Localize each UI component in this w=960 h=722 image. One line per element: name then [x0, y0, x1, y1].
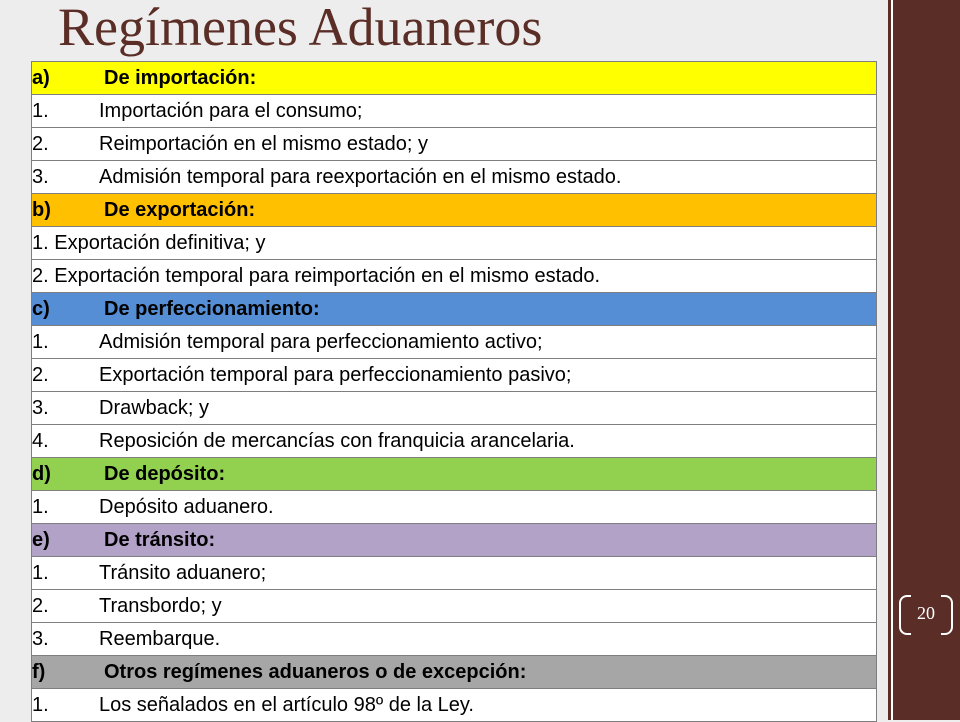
category-letter: b) — [32, 199, 51, 221]
item-text: Exportación temporal para perfeccionamiento pasivo; — [99, 364, 572, 386]
category-row — [32, 194, 877, 227]
regime-item — [32, 227, 877, 260]
regime-item — [32, 260, 877, 293]
category-letter: c) — [32, 298, 50, 320]
item-row — [32, 161, 877, 194]
category-header — [32, 194, 877, 227]
page-number-badge — [899, 591, 953, 635]
item-row — [32, 623, 877, 656]
item-row — [32, 227, 877, 260]
page-title: Regímenes Aduaneros — [58, 0, 543, 57]
category-header — [32, 524, 877, 557]
item-number: 2. — [32, 133, 49, 155]
item-row — [32, 392, 877, 425]
regimes-table — [31, 61, 877, 722]
item-row — [32, 128, 877, 161]
category-letter: a) — [32, 67, 50, 89]
category-letter: f) — [32, 661, 46, 683]
item-number: 3. — [32, 166, 49, 188]
category-row — [32, 524, 877, 557]
right-bracket-icon — [941, 595, 953, 635]
item-text: Tránsito aduanero; — [99, 562, 267, 584]
page-number: 20 — [917, 602, 935, 623]
item-number: 1. — [32, 694, 49, 716]
category-label: De exportación: — [104, 199, 256, 221]
item-row — [32, 260, 877, 293]
regime-item — [32, 689, 877, 722]
author-footer: Mag. Javier Oyarse — [908, 388, 922, 482]
category-header — [32, 656, 877, 689]
regime-item — [32, 425, 877, 458]
item-row — [32, 326, 877, 359]
category-header — [32, 458, 877, 491]
item-row — [32, 359, 877, 392]
item-number: 1. — [32, 331, 49, 353]
item-text: Admisión temporal para perfeccionamiento activo; — [99, 331, 543, 353]
item-text: Exportación definitiva; y — [54, 232, 266, 254]
item-number: 3. — [32, 397, 49, 419]
item-text: Reimportación en el mismo estado; y — [99, 133, 429, 155]
regime-item — [32, 557, 877, 590]
regime-item — [32, 359, 877, 392]
item-number: 2. — [32, 364, 49, 386]
category-label: Otros regímenes aduaneros o de excepción: — [104, 661, 527, 683]
item-row — [32, 689, 877, 722]
item-text: Importación para el consumo; — [99, 100, 363, 122]
item-text: Los señalados en el artículo 98º de la Ley. — [99, 694, 474, 716]
item-text: Drawback; y — [99, 397, 210, 419]
regime-item — [32, 161, 877, 194]
category-header — [32, 62, 877, 95]
item-row — [32, 425, 877, 458]
category-label: De depósito: — [104, 463, 226, 485]
item-number: 4. — [32, 430, 49, 452]
regime-item — [32, 95, 877, 128]
item-row — [32, 491, 877, 524]
category-label: De importación: — [104, 67, 257, 89]
left-bracket-icon — [899, 595, 911, 635]
item-number: 1. — [32, 496, 49, 518]
item-text: Admisión temporal para reexportación en el mismo estado. — [99, 166, 622, 188]
side-divider — [891, 0, 893, 720]
regime-item — [32, 128, 877, 161]
item-text: Reposición de mercancías con franquicia arancelaria. — [99, 430, 575, 452]
category-label: De tránsito: — [104, 529, 216, 551]
regime-item — [32, 623, 877, 656]
category-label: De perfeccionamiento: — [104, 298, 320, 320]
regime-item — [32, 326, 877, 359]
regime-item — [32, 491, 877, 524]
item-text: Depósito aduanero. — [99, 496, 274, 518]
category-letter: e) — [32, 529, 50, 551]
item-number: 3. — [32, 628, 49, 650]
item-row — [32, 557, 877, 590]
item-number: 1. — [32, 100, 49, 122]
item-text: Transbordo; y — [99, 595, 222, 617]
category-row — [32, 293, 877, 326]
category-letter: d) — [32, 463, 51, 485]
item-text: Reembarque. — [99, 628, 221, 650]
item-number: 2. — [32, 595, 49, 617]
item-number: 1. — [32, 232, 49, 254]
category-header — [32, 293, 877, 326]
item-number: 1. — [32, 562, 49, 584]
item-number: 2. — [32, 265, 49, 287]
regime-item — [32, 590, 877, 623]
item-text: Exportación temporal para reimportación en el mismo estado. — [54, 265, 601, 287]
regime-item — [32, 392, 877, 425]
category-row — [32, 62, 877, 95]
item-row — [32, 95, 877, 128]
item-row — [32, 590, 877, 623]
category-row — [32, 656, 877, 689]
category-row — [32, 458, 877, 491]
